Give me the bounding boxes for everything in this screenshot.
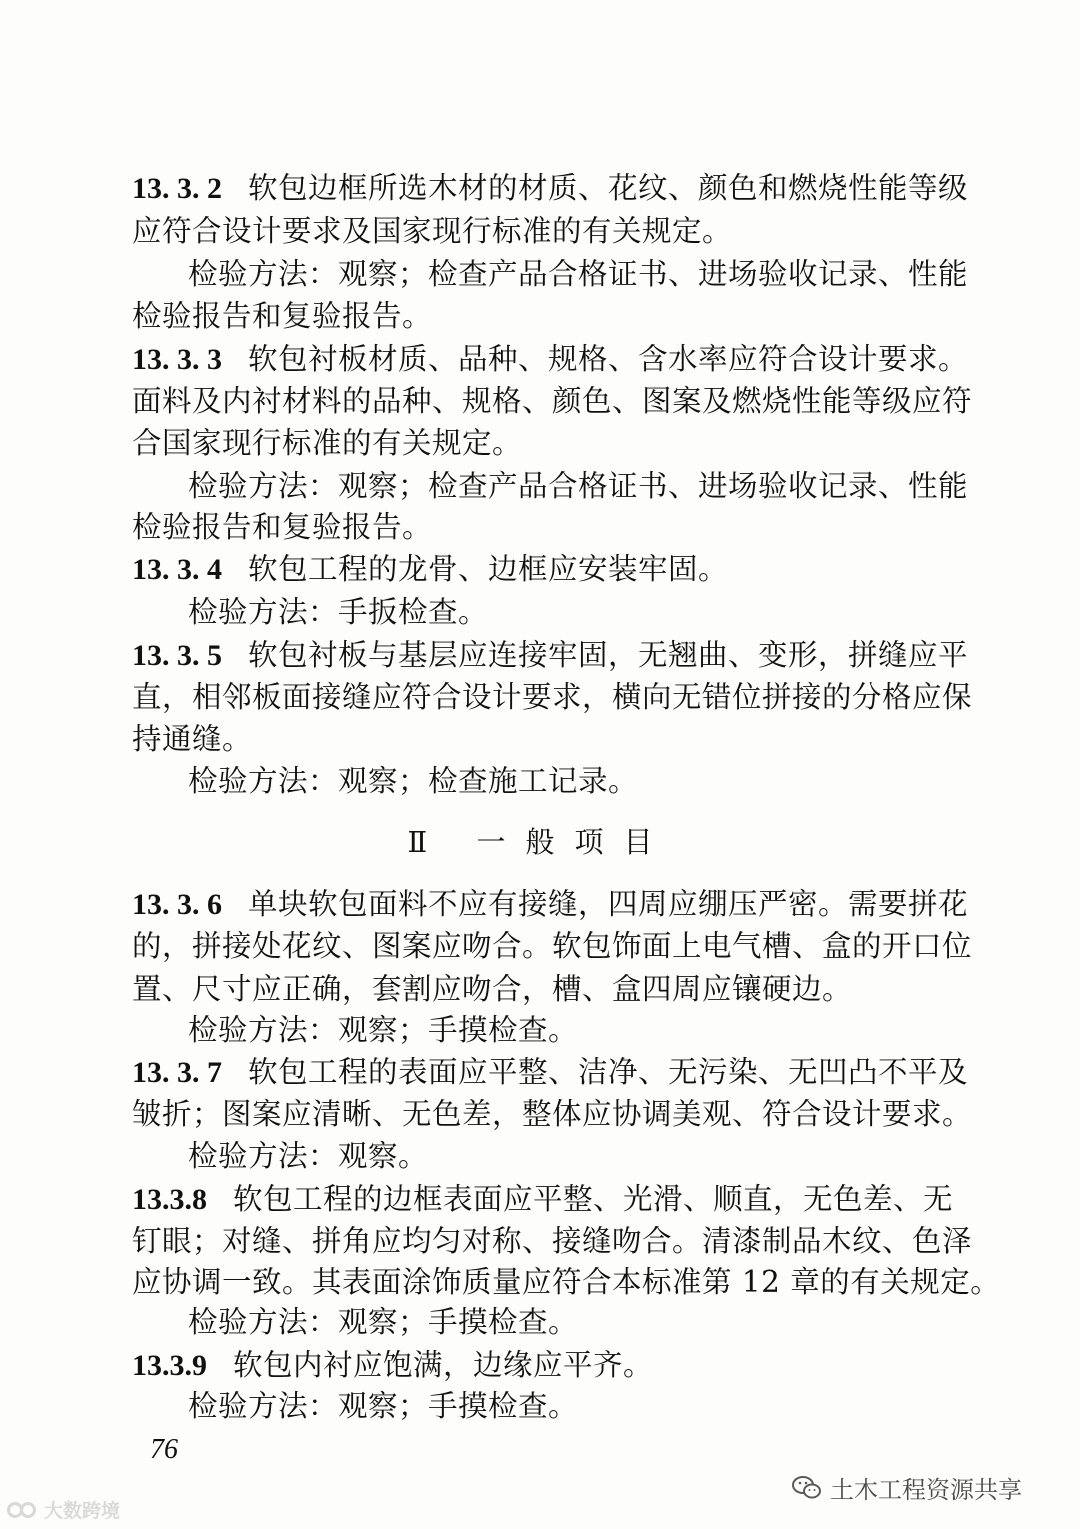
clause-number: 13. 3. 6: [132, 888, 222, 921]
clause-line: 持通缝。: [132, 722, 253, 756]
method-line: 检验方法：观察；检查产品合格证书、进场验收记录、性能: [188, 469, 969, 503]
method-line: 检验方法：观察；手摸检查。: [188, 1013, 579, 1047]
clause-line: 面料及内衬材料的品种、规格、颜色、图案及燃烧性能等级应符: [132, 384, 973, 418]
clause-line: 13. 3. 6 单块软包面料不应有接缝，四周应绷压严密。需要拼花: [132, 887, 969, 921]
clause-line: 皱折；图案应清晰、无色差，整体应协调美观、符合设计要求。: [132, 1097, 973, 1131]
method-line: 检验方法：手扳检查。: [188, 595, 489, 629]
method-line: 检验方法：观察；检查施工记录。: [188, 764, 639, 798]
clause-line: 应协调一致。其表面涂饰质量应符合本标准第 12 章的有关规定。: [132, 1265, 1001, 1299]
clause-line: 置、尺寸应正确，套割应吻合，槽、盒四周应镶硬边。: [132, 972, 853, 1006]
watermark-text: 土木工程资源共享: [830, 1476, 1022, 1504]
method-line: 检验方法：观察；手摸检查。: [188, 1389, 579, 1423]
clause-line: 13. 3. 7 软包工程的表面应平整、洁净、无污染、无凹凸不平及: [132, 1055, 969, 1089]
brand-watermark: [6, 1496, 120, 1523]
watermark-text: 大数跨境: [44, 1500, 121, 1522]
clause-line: 13. 3. 4 软包工程的龙骨、边框应安装牢固。: [132, 552, 729, 586]
method-line: 检验方法：观察。: [188, 1139, 429, 1173]
clause-line: 的，拼接处花纹、图案应吻合。软包饰面上电气槽、盒的开口位: [132, 929, 973, 963]
method-line: 检验报告和复验报告。: [132, 510, 433, 544]
section-heading: Ⅱ 一般项目: [407, 825, 673, 859]
link-icon: [6, 1501, 40, 1519]
clause-number: 13. 3. 4: [132, 553, 222, 586]
method-line: 检验报告和复验报告。: [132, 299, 433, 333]
clause-number: 13. 3. 2: [132, 172, 222, 205]
method-line: 检验方法：观察；检查产品合格证书、进场验收记录、性能: [188, 257, 969, 291]
clause-number: 13.3.9: [132, 1349, 207, 1382]
clause-number: 13. 3. 5: [132, 639, 222, 672]
clause-line: 13.3.9 软包内衬应饱满，边缘应平齐。: [132, 1348, 654, 1382]
clause-line: 应符合设计要求及国家现行标准的有关规定。: [132, 214, 733, 248]
clause-number: 13.3.8: [132, 1183, 207, 1216]
method-line: 检验方法：观察；手摸检查。: [188, 1305, 579, 1339]
clause-number: 13. 3. 3: [132, 343, 222, 376]
page-number: 76: [150, 1434, 178, 1465]
clause-line: 13. 3. 5 软包衬板与基层应连接牢固，无翘曲、变形，拼缝应平: [132, 638, 969, 672]
wechat-icon: [792, 1475, 822, 1501]
clause-line: 13. 3. 2 软包边框所选木材的材质、花纹、颜色和燃烧性能等级: [132, 171, 969, 205]
clause-number: 13. 3. 7: [132, 1056, 222, 1089]
clause-line: 合国家现行标准的有关规定。: [132, 426, 523, 460]
clause-line: 直，相邻板面接缝应符合设计要求，横向无错位拼接的分格应保: [132, 680, 973, 714]
wechat-watermark: [792, 1470, 1022, 1505]
clause-line: 13. 3. 3 软包衬板材质、品种、规格、含水率应符合设计要求。: [132, 342, 969, 376]
clause-line: 钉眼；对缝、拼角应均匀对称、接缝吻合。清漆制品木纹、色泽: [132, 1224, 973, 1258]
clause-line: 13.3.8 软包工程的边框表面应平整、光滑、顺直，无色差、无: [132, 1182, 954, 1216]
